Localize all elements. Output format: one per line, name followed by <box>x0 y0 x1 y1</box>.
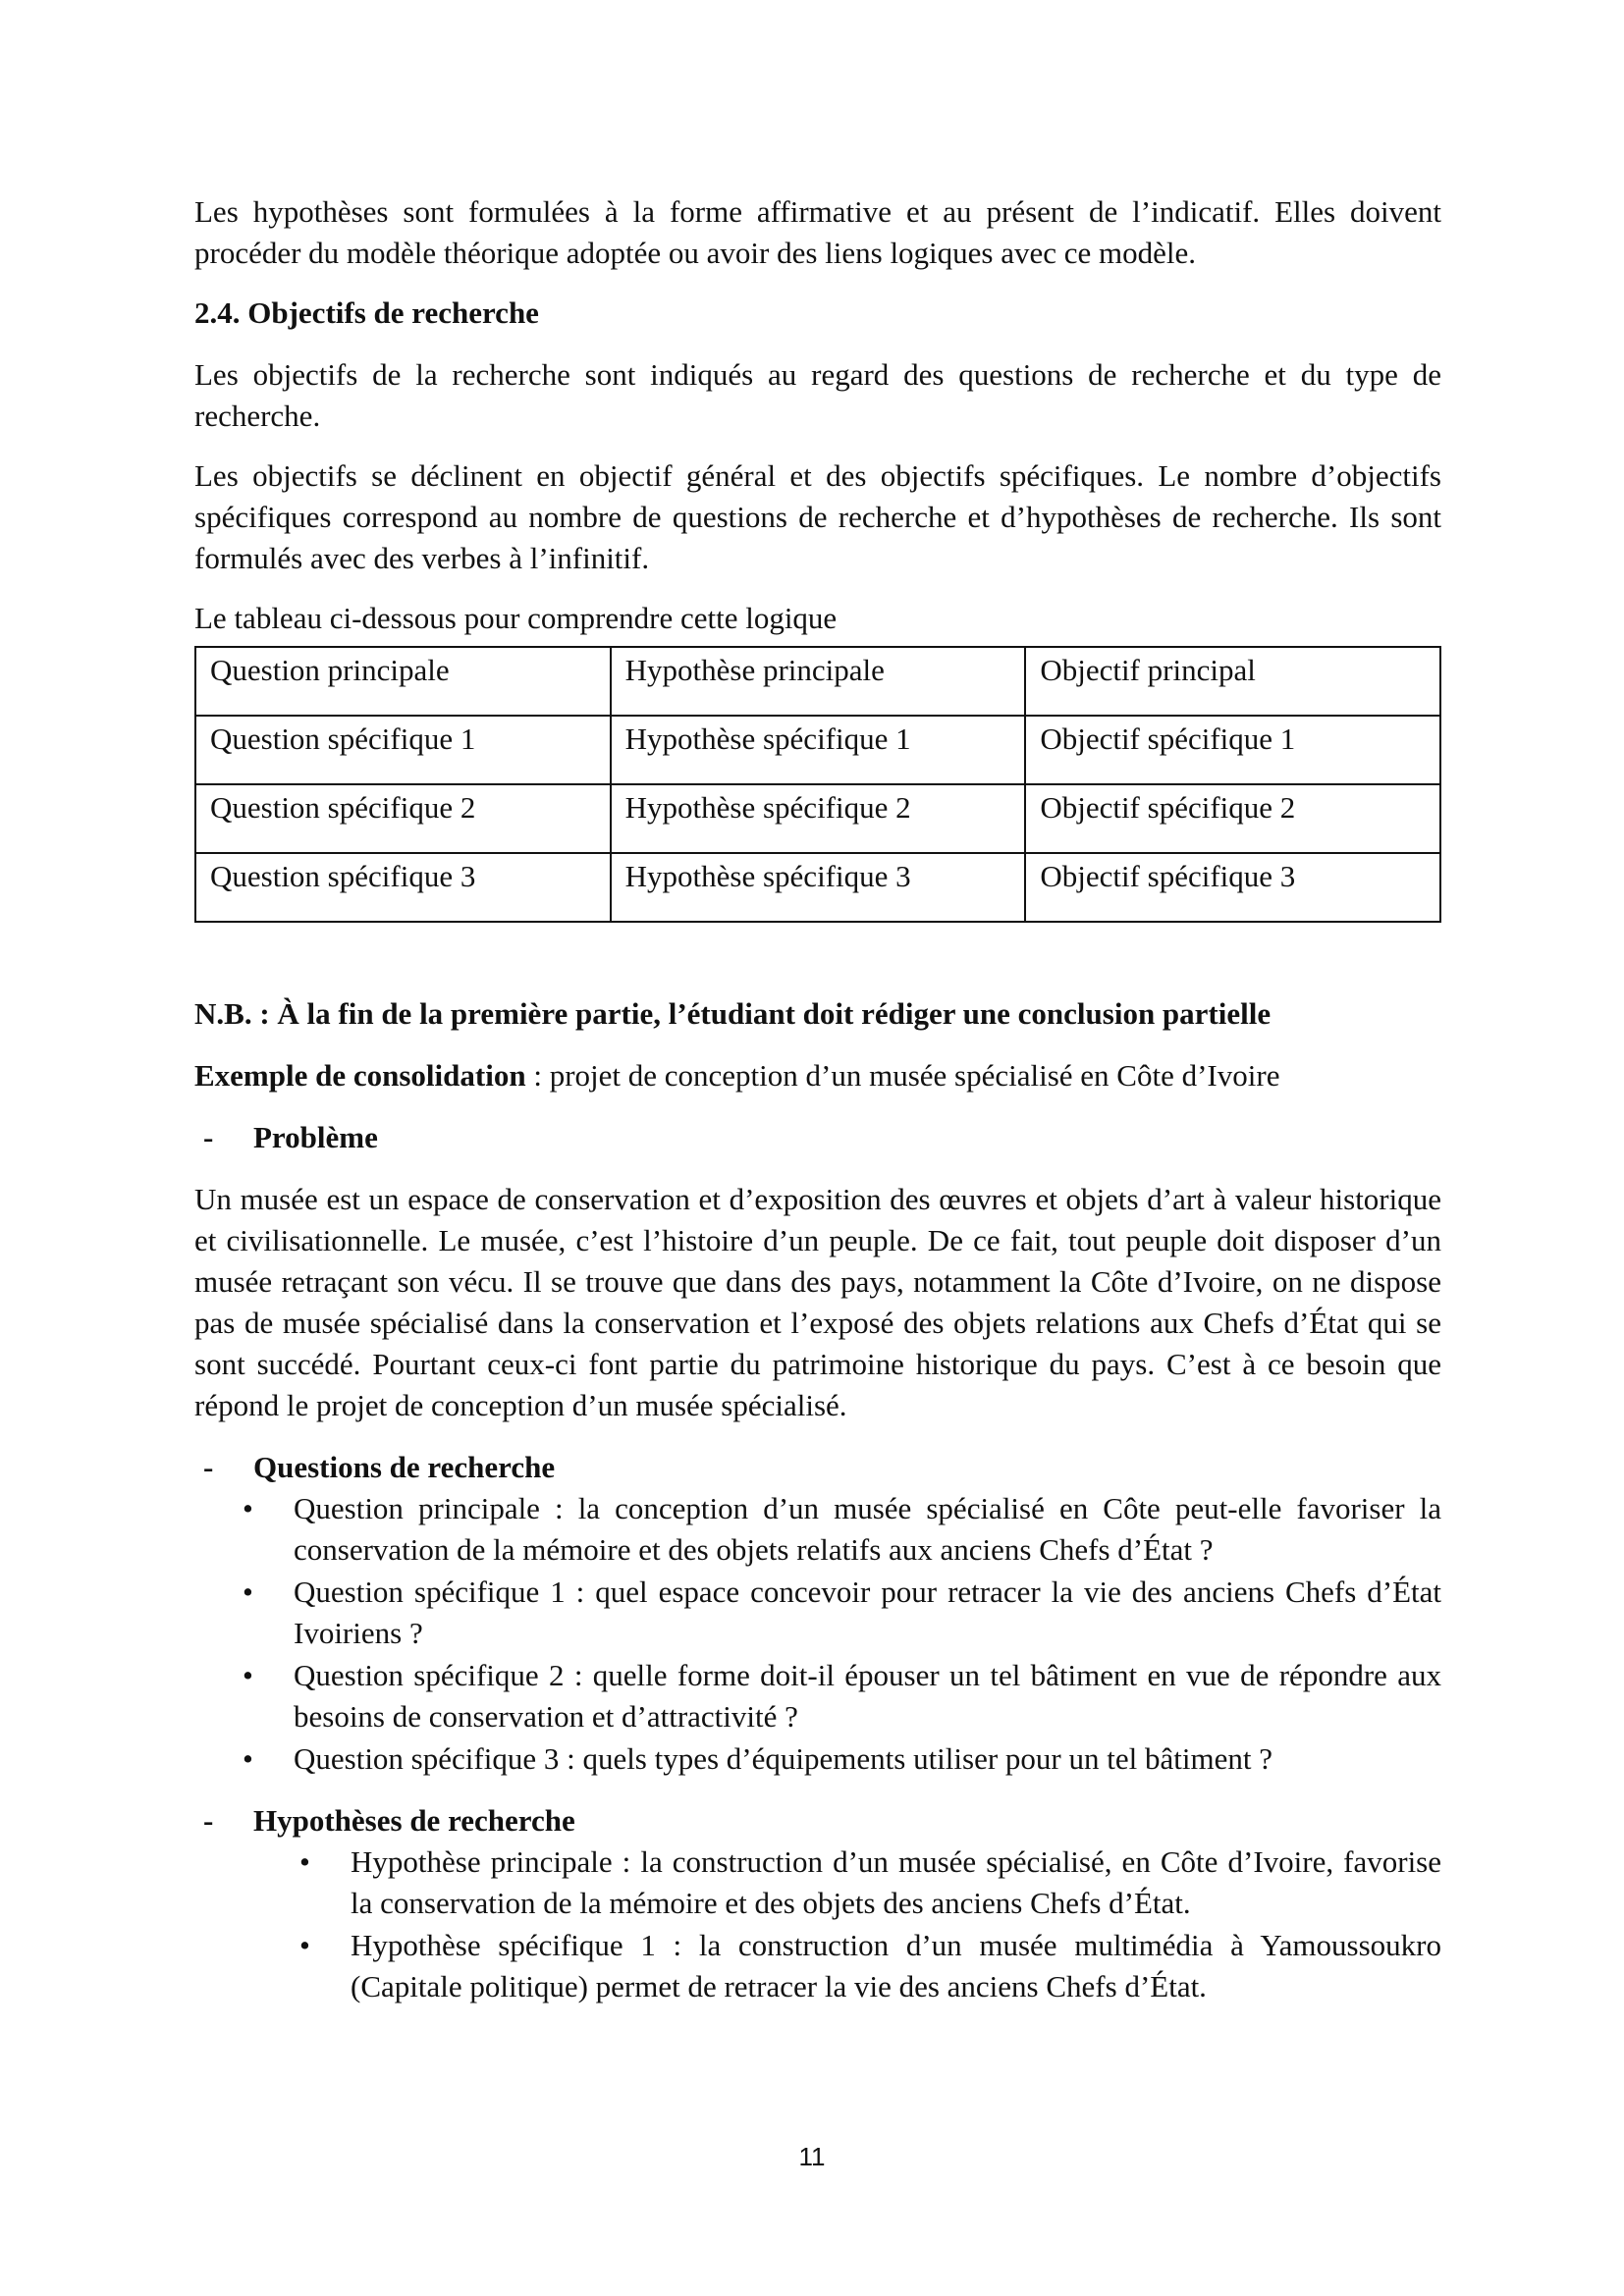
bullet-marker: • <box>243 1491 253 1525</box>
probleme-paragraph: Un musée est un espace de conservation et d’exposition des œuvres et objets d’art à valeur historique et civilisationnelle. Le musée, c’est l’histoire d’un peuple. De ce fait, tout peuple doit disposer d’un musée retraçant son vécu. Il se trouve que dans des pays, notamment la Côte d’Ivoire, on ne dispose pas de musée spécialisé dans la conservation et l’exposé des objets relations aux Chefs d’État qui se sont succédé. Pourtant ceux-ci font partie du patrimoine historique du pays. C’est à ce besoin que répond le projet de conception d’un musée spécialisé. <box>194 1182 1441 1422</box>
questions-title: Questions de recherche <box>253 1450 556 1484</box>
dash-marker: - <box>203 1803 214 1838</box>
example-line <box>194 1055 1441 1096</box>
bullet-marker: • <box>299 1928 310 1962</box>
table-cell: Objectif spécifique 3 <box>1025 853 1440 922</box>
bullet-marker: • <box>299 1844 310 1879</box>
table-cell: Question spécifique 3 <box>195 853 611 922</box>
table-cell: Question spécifique 2 <box>195 784 611 853</box>
page-number: 11 <box>798 2142 826 2171</box>
table-cell: Hypothèse spécifique 3 <box>611 853 1026 922</box>
table-row <box>195 716 1440 784</box>
list-item-text: Question spécifique 2 : quelle forme doit-il épouser un tel bâtiment en vue de répondre aux besoins de conservation et d’attractivité ? <box>294 1658 1441 1734</box>
dash-marker: - <box>203 1450 214 1484</box>
table-row <box>195 784 1440 853</box>
document-page <box>194 191 1441 2028</box>
logic-table <box>194 646 1441 923</box>
table-cell: Question spécifique 1 <box>195 716 611 784</box>
dash-marker: - <box>203 1120 214 1154</box>
table-cell: Objectif spécifique 1 <box>1025 716 1440 784</box>
example-label: Exemple de consolidation <box>194 1058 526 1093</box>
paragraph-hypotheses-form: Les hypothèses sont formulées à la forme affirmative et au présent de l’indicatif. Elles doivent procéder du modèle théorique adoptée ou avoir des liens logiques avec ce modèle. <box>194 194 1441 270</box>
table-cell: Objectif principal <box>1025 647 1440 716</box>
paragraph-objectifs-intro: Les objectifs de la recherche sont indiqués au regard des questions de recherche et du type de recherche. <box>194 357 1441 433</box>
list-item-text: Question principale : la conception d’un musée spécialisé en Côte peut-elle favoriser la conservation de la mémoire et des objets relatifs aux anciens Chefs d’État ? <box>294 1491 1441 1567</box>
paragraph-table-intro: Le tableau ci-dessous pour comprendre cette logique <box>194 601 838 635</box>
bullet-marker: • <box>243 1658 253 1692</box>
table-row <box>195 647 1440 716</box>
bullet-marker: • <box>243 1575 253 1609</box>
nb-note: N.B. : À la fin de la première partie, l’étudiant doit rédiger une conclusion partielle <box>194 996 1272 1031</box>
table-cell: Hypothèse spécifique 1 <box>611 716 1026 784</box>
list-item <box>194 1925 1441 2007</box>
list-item <box>194 1738 1441 1780</box>
list-item-text: Question spécifique 1 : quel espace concevoir pour retracer la vie des anciens Chefs d’État Ivoiriens ? <box>294 1575 1441 1650</box>
table-cell: Question principale <box>195 647 611 716</box>
probleme-title: Problème <box>253 1120 378 1154</box>
list-item <box>194 1572 1441 1654</box>
probleme-heading <box>194 1117 1441 1158</box>
section-heading-objectifs: 2.4. Objectifs de recherche <box>194 295 539 330</box>
hypotheses-list <box>194 1842 1441 2007</box>
table-cell: Hypothèse principale <box>611 647 1026 716</box>
table-cell: Objectif spécifique 2 <box>1025 784 1440 853</box>
list-item <box>194 1842 1441 1924</box>
list-item-text: Question spécifique 3 : quels types d’équipements utiliser pour un tel bâtiment ? <box>294 1741 1272 1776</box>
bullet-marker: • <box>243 1741 253 1776</box>
questions-heading <box>194 1447 1441 1488</box>
list-item-text: Hypothèse principale : la construction d’un musée spécialisé, en Côte d’Ivoire, favorise la conservation de la mémoire et des objets des anciens Chefs d’État. <box>351 1844 1441 1920</box>
list-item <box>194 1655 1441 1737</box>
hypotheses-title: Hypothèses de recherche <box>253 1803 575 1838</box>
example-text: : projet de conception d’un musée spécialisé en Côte d’Ivoire <box>525 1058 1280 1093</box>
questions-list <box>194 1488 1441 1780</box>
hypotheses-heading <box>194 1800 1441 1842</box>
table-row <box>195 853 1440 922</box>
paragraph-objectifs-details: Les objectifs se déclinent en objectif général et des objectifs spécifiques. Le nombre d’objectifs spécifiques correspond au nombre de questions de recherche et d’hypothèses de recherche. Ils sont formulés avec des verbes à l’infinitif. <box>194 458 1441 575</box>
table-cell: Hypothèse spécifique 2 <box>611 784 1026 853</box>
list-item-text: Hypothèse spécifique 1 : la construction d’un musée multimédia à Yamoussoukro (Capitale politique) permet de retracer la vie des anciens Chefs d’État. <box>351 1928 1441 2003</box>
list-item <box>194 1488 1441 1571</box>
